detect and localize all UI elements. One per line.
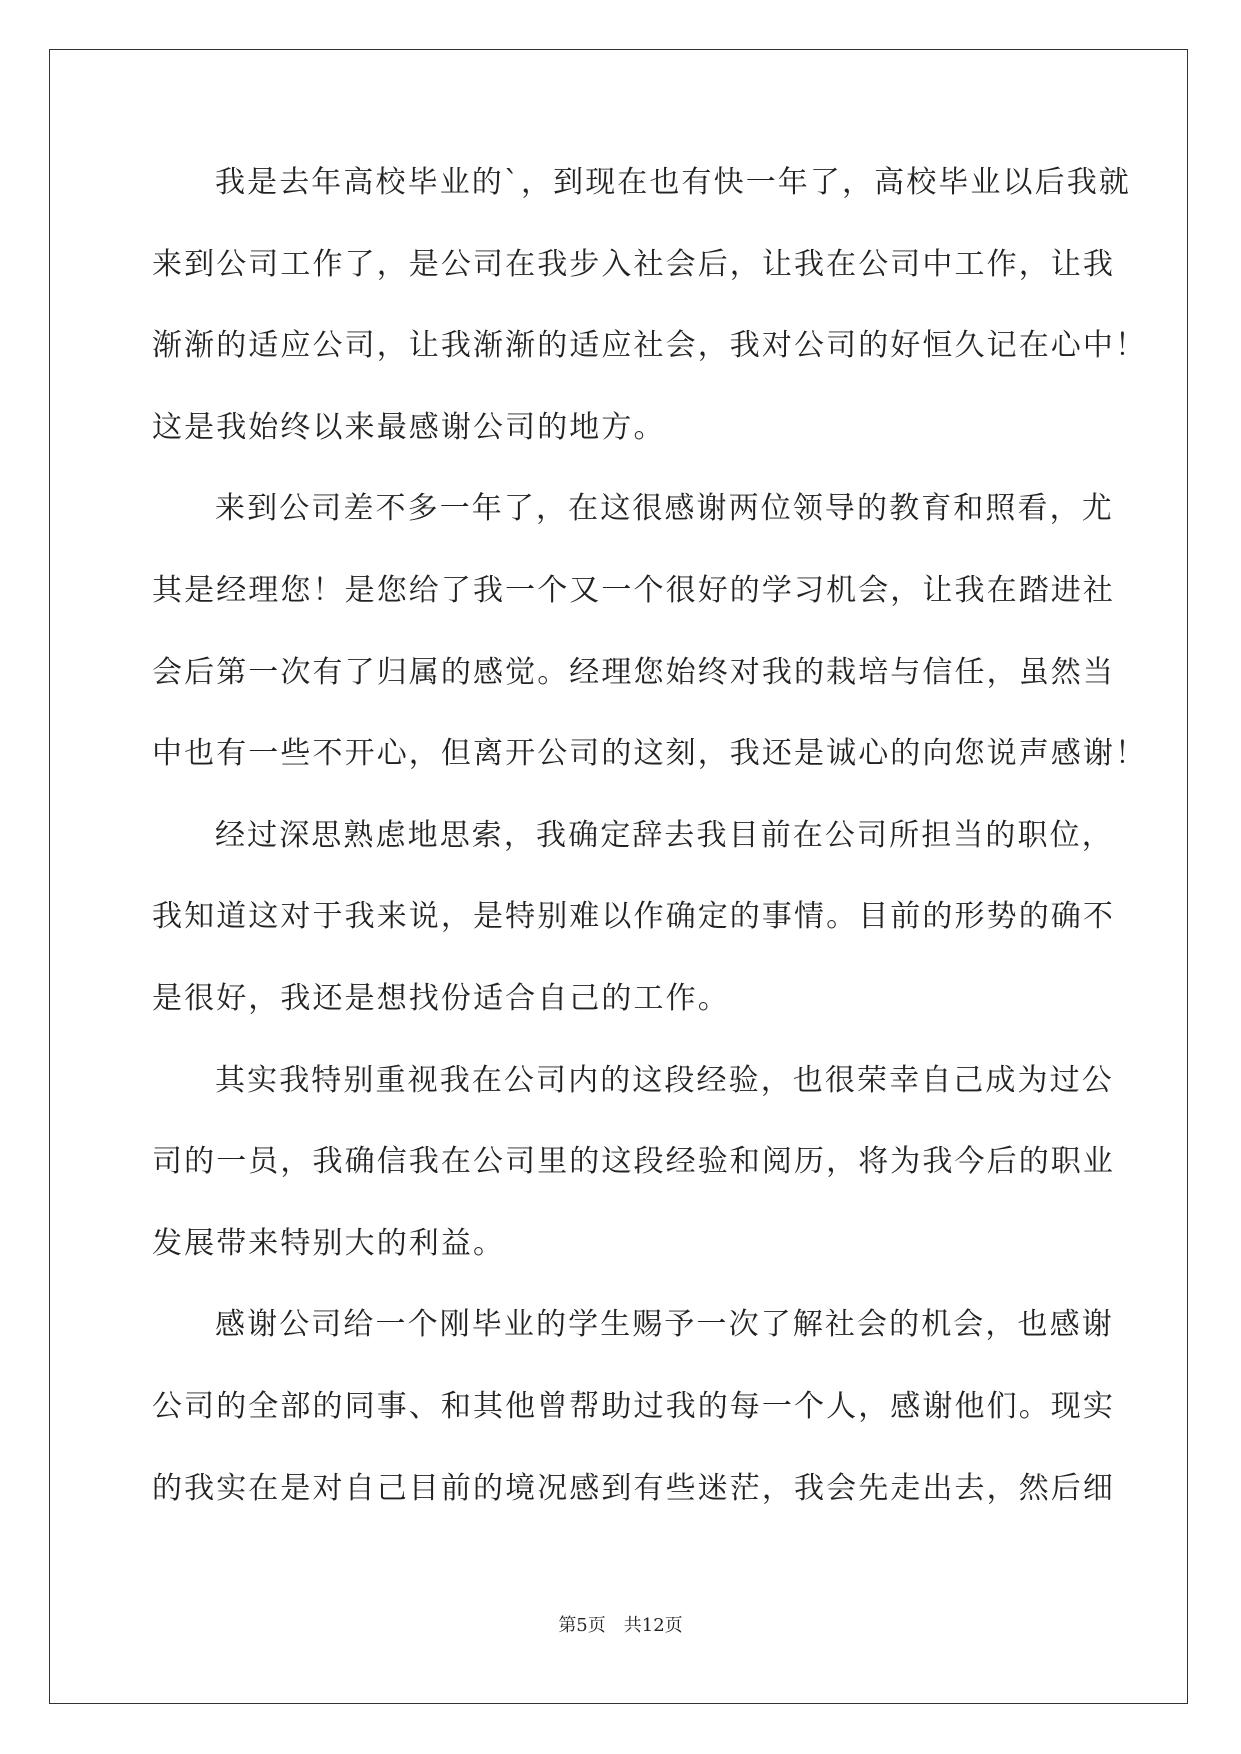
text-line: 渐渐的适应公司，让我渐渐的适应社会，我对公司的好恒久记在心中！ xyxy=(152,328,1148,364)
text-line: 来到公司工作了，是公司在我步入社会后，让我在公司中工作，让我 xyxy=(152,246,1115,282)
text-line: 其是经理您！是您给了我一个又一个很好的学习机会，让我在踏进社 xyxy=(152,572,1115,608)
document-body xyxy=(152,163,1148,1550)
text-line: 感谢公司给一个刚毕业的学生赐予一次了解社会的机会，也感谢 xyxy=(215,1307,1114,1343)
text-line: 公司的全部的同事、和其他曾帮助过我的每一个人，感谢他们。现实 xyxy=(152,1388,1115,1424)
text-line: 发展带来特别大的利益。 xyxy=(152,1225,506,1261)
text-line: 这是我始终以来最感谢公司的地方。 xyxy=(152,409,666,445)
page-number-total: 共12页 xyxy=(623,1615,683,1636)
text-line: 经过深思熟虑地思索，我确定辞去我目前在公司所担当的职位， xyxy=(215,817,1114,853)
text-line: 来到公司差不多一年了，在这很感谢两位领导的教育和照看，尤 xyxy=(215,491,1114,527)
text-line: 中也有一些不开心，但离开公司的这刻，我还是诚心的向您说声感谢！ xyxy=(152,736,1148,772)
page-footer xyxy=(0,1611,1241,1637)
text-line: 我是去年高校毕业的`，到现在也有快一年了，高校毕业以后我就 xyxy=(215,165,1131,200)
text-line: 其实我特别重视我在公司内的这段经验，也很荣幸自己成为过公 xyxy=(215,1062,1114,1098)
text-line: 会后第一次有了归属的感觉。经理您始终对我的栽培与信任，虽然当 xyxy=(152,654,1115,690)
page-number-current: 第5页 xyxy=(558,1615,606,1636)
text-line: 的我实在是对自己目前的境况感到有些迷茫，我会先走出去，然后细 xyxy=(152,1470,1115,1506)
text-line: 我知道这对于我来说，是特别难以作确定的事情。目前的形势的确不 xyxy=(152,899,1115,935)
text-line: 是很好，我还是想找份适合自己的工作。 xyxy=(152,980,730,1016)
text-line: 司的一员，我确信我在公司里的这段经验和阅历，将为我今后的职业 xyxy=(152,1144,1115,1180)
